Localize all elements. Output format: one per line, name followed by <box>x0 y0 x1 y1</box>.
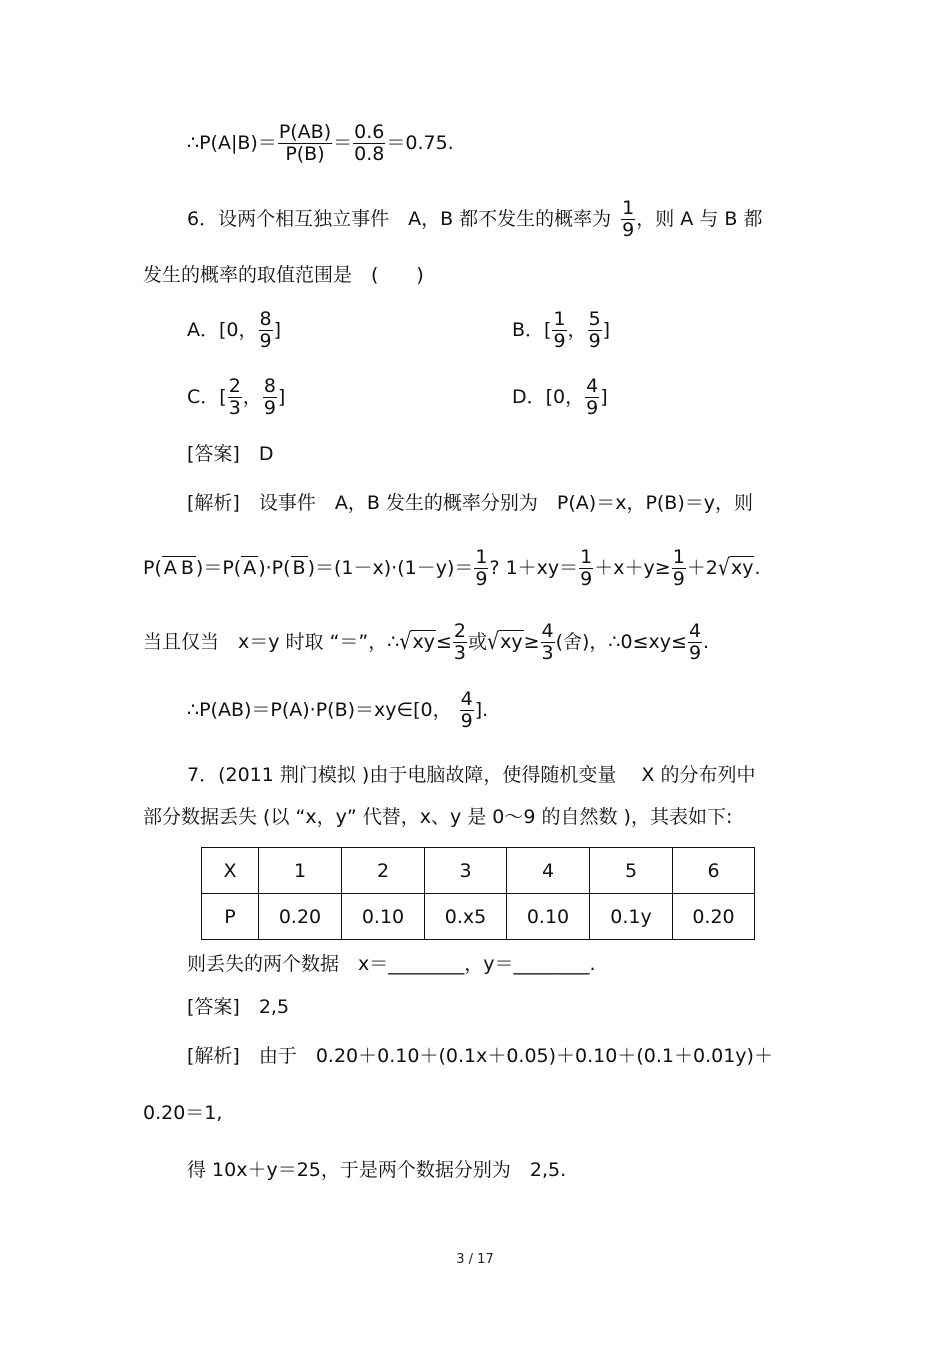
table-row <box>202 894 755 940</box>
q7-analysis-line2: 0.20＝1, <box>143 1102 223 1124</box>
q6-answer <box>187 445 273 464</box>
table-row <box>202 848 755 894</box>
q7-answer <box>187 998 289 1017</box>
q6-option-c: C．[ $\frac{2}{3}$ ， $\frac{8}{9}$ ] <box>187 375 286 419</box>
q7-stem-line1: 7．(2011 荆门模拟 )由于电脑故障，使得随机变量 X 的分布列中 <box>187 764 756 786</box>
fraction: $\frac{1}{9}$ <box>553 308 566 352</box>
q6-stem-line1: 6．设两个相互独立事件 A，B 都不发生的概率为 $\frac{1}{9}$ ，则 A 与 B 都 <box>187 197 763 241</box>
sqrt: √xy <box>399 628 435 656</box>
answer-label: [答案] <box>187 996 240 1018</box>
q6-option-b: B．[ $\frac{1}{9}$ ， $\frac{5}{9}$ ] <box>512 308 611 352</box>
table-cell: 4 <box>507 848 590 894</box>
q7-analysis-line3: 得 10x＋y＝25，于是两个数据分别为 2,5. <box>187 1159 567 1181</box>
fraction: $\frac{0.6}{0.8}$ <box>354 121 385 165</box>
table-cell: 0.10 <box>342 894 425 940</box>
fraction: $\frac{4}{3}$ <box>541 620 554 664</box>
q6-analysis-line1: [解析] 设事件 A，B 发生的概率分别为 P(A)＝x，P(B)＝y，则 <box>187 492 754 514</box>
table-cell: X <box>202 848 259 894</box>
table-cell: 5 <box>590 848 673 894</box>
analysis-label: [解析] <box>187 492 240 514</box>
fraction: $\frac{4}{9}$ <box>460 688 473 732</box>
fraction: $\frac{5}{9}$ <box>588 308 601 352</box>
fraction: $\frac{P(AB)}{P(B)}$ <box>278 121 332 165</box>
fraction: $\frac{8}{9}$ <box>259 308 272 352</box>
prev-solution-line: ∴P(A|B)＝ $\frac{P(AB)}{P(B)}$ ＝ $\frac{0.6}{0.8}$ ＝0.75. <box>187 121 454 165</box>
distribution-table <box>201 847 755 940</box>
q6-analysis-line4: ∴P(AB)＝P(A)·P(B)＝xy∈[0， $\frac{4}{9}$ ]. <box>187 688 489 732</box>
q6-analysis-line2: P( A B )＝P( A )·P( B )＝(1－x)·(1－y)＝ $\frac{1}{9}$ ? 1＋xy＝ $\frac{1}{9}$ ＋x＋y≥ $\frac{1}{9}$ ＋2√xy. <box>143 546 761 590</box>
q6-analysis-line3: 当且仅当 x＝y 时取 “＝”，∴√xy≤ $\frac{2}{3}$ 或√xy≥ $\frac{4}{3}$ (舍)，∴0≤xy≤ $\frac{4}{9}$ . <box>143 620 710 664</box>
fraction: $\frac{4}{9}$ <box>586 375 599 419</box>
table-cell: 6 <box>673 848 755 894</box>
table-cell: P <box>202 894 259 940</box>
table-cell: 0.20 <box>259 894 342 940</box>
q6-option-a: A．[0， $\frac{8}{9}$ ] <box>187 308 282 352</box>
fraction: $\frac{1}{9}$ <box>580 546 593 590</box>
table-cell: 1 <box>259 848 342 894</box>
answer-value: D <box>258 443 274 465</box>
table-cell: 0.20 <box>673 894 755 940</box>
table-cell: 2 <box>342 848 425 894</box>
table-cell: 3 <box>425 848 507 894</box>
q6-stem-line2: 发生的概率的取值范围是 ( ) <box>143 264 424 286</box>
q6-option-d: D．[0， $\frac{4}{9}$ ] <box>512 375 608 419</box>
fraction: $\frac{1}{9}$ <box>475 546 488 590</box>
q7-blank-line: 则丢失的两个数据 x＝________，y＝________. <box>187 953 596 975</box>
answer-value: 2,5 <box>258 996 290 1018</box>
fraction: $\frac{2}{3}$ <box>228 375 241 419</box>
sqrt: √xy <box>486 628 523 656</box>
fraction: $\frac{1}{9}$ <box>672 546 685 590</box>
sqrt: √xy <box>717 554 754 582</box>
fraction: $\frac{1}{9}$ <box>622 197 635 241</box>
table-cell: 0.10 <box>507 894 590 940</box>
page-number: 3 / 17 <box>456 1252 494 1267</box>
table-cell: 0.1y <box>590 894 673 940</box>
fraction: $\frac{4}{9}$ <box>688 620 702 664</box>
q7-stem-line2: 部分数据丢失 (以 “x，y” 代替，x、y 是 0～9 的自然数 )，其表如下: <box>143 806 733 828</box>
fraction: $\frac{8}{9}$ <box>263 375 276 419</box>
fraction: $\frac{2}{3}$ <box>453 620 466 664</box>
q7-analysis-line1: [解析] 由于 0.20＋0.10＋(0.1x＋0.05)＋0.10＋(0.1＋0.01y)＋ <box>187 1045 773 1067</box>
answer-label: [答案] <box>187 443 240 465</box>
table-cell: 0.x5 <box>425 894 507 940</box>
analysis-label: [解析] <box>187 1045 240 1067</box>
